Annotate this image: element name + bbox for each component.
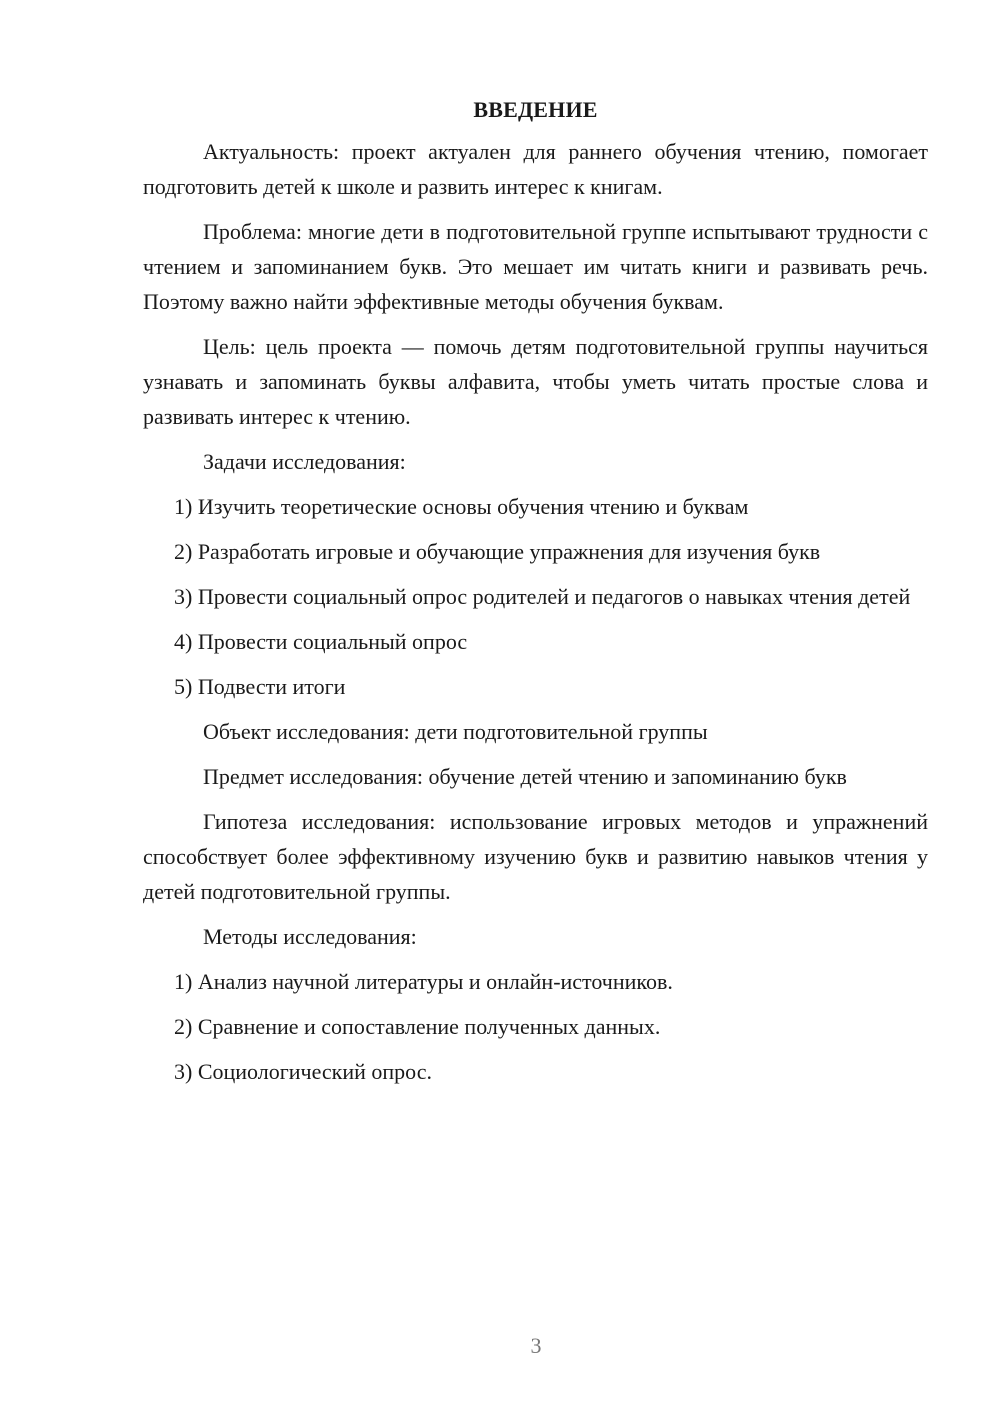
task-item-2: 2) Разработать игровые и обучающие упражнения для изучения букв xyxy=(174,539,821,564)
task-item-3: 3) Провести социальный опрос родителей и педагогов о навыках чтения детей xyxy=(174,584,911,609)
page-content xyxy=(143,92,928,1099)
section-title: ВВЕДЕНИЕ xyxy=(473,97,598,122)
object-paragraph: Объект исследования: дети подготовительной группы xyxy=(203,719,708,744)
method-item-2: 2) Сравнение и сопоставление полученных данных. xyxy=(174,1014,661,1039)
task-item-1: 1) Изучить теоретические основы обучения чтению и буквам xyxy=(174,494,749,519)
task-item-4: 4) Провести социальный опрос xyxy=(174,629,468,654)
method-item-3: 3) Социологический опрос. xyxy=(174,1059,432,1084)
method-item-1: 1) Анализ научной литературы и онлайн-источников. xyxy=(174,969,673,994)
tasks-heading: Задачи исследования: xyxy=(203,449,406,474)
hypothesis-paragraph: Гипотеза исследования: использование игровых методов и упражнений способствует более эффективному изучению букв и развитию навыков чтения у детей подготовительной группы. xyxy=(143,809,928,904)
problem-paragraph: Проблема: многие дети в подготовительной группе испытывают трудности с чтением и запоминанием букв. Это мешает им читать книги и развивать речь. Поэтому важно найти эффективные методы обучения буквам. xyxy=(143,219,928,314)
methods-heading: Методы исследования: xyxy=(203,924,417,949)
relevance-paragraph: Актуальность: проект актуален для раннего обучения чтению, помогает подготовить детей к школе и развить интерес к книгам. xyxy=(143,139,928,199)
subject-paragraph: Предмет исследования: обучение детей чтению и запоминанию букв xyxy=(203,764,847,789)
task-item-5: 5) Подвести итоги xyxy=(174,674,346,699)
goal-paragraph: Цель: цель проекта — помочь детям подготовительной группы научиться узнавать и запоминать буквы алфавита, чтобы уметь читать простые слова и развивать интерес к чтению. xyxy=(143,334,928,429)
page-number: 3 xyxy=(530,1333,542,1358)
